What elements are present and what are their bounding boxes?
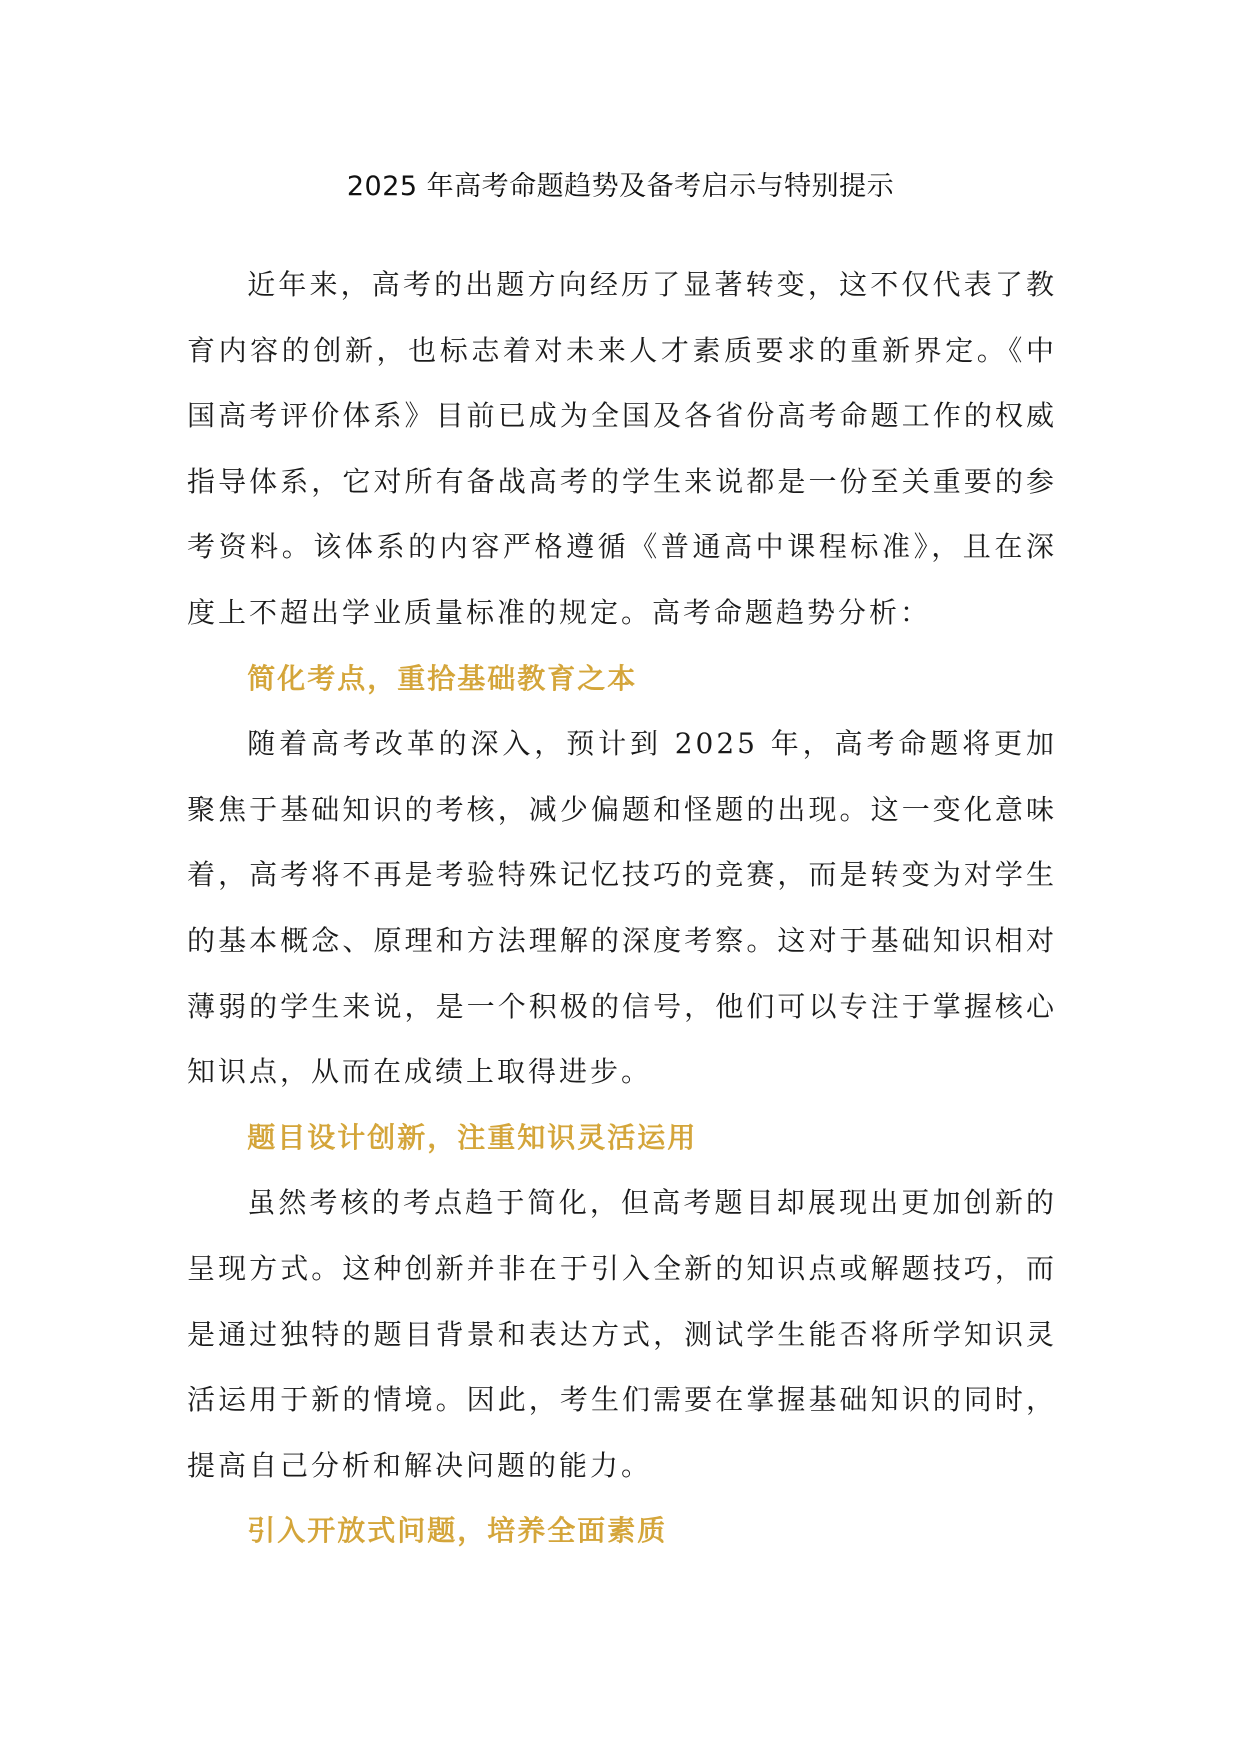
- section-heading-3: 引入开放式问题，培养全面素质: [247, 1514, 668, 1548]
- section-paragraph-1: 随着高考改革的深入，预计到 2025 年，高考命题将更加聚焦于基础知识的考核，减少偏题和怪题的出现。这一变化意味着，高考将不再是考验特殊记忆技巧的竞赛，而是转变为对学生的基本概念、原理和方法理解的深度考察。这对于基础知识相对薄弱的学生来说，是一个积极的信号，他们可以专注于掌握核心知识点，从而在成绩上取得进步。: [187, 727, 1057, 1089]
- page-title: 2025 年高考命题趋势及备考启示与特别提示: [346, 171, 895, 202]
- section-paragraph-2: 虽然考核的考点趋于简化，但高考题目却展现出更加创新的呈现方式。这种创新并非在于引入全新的知识点或解题技巧，而是通过独特的题目背景和表达方式，测试学生能否将所学知识灵活运用于新的情境。因此，考生们需要在掌握基础知识的同时，提高自己分析和解决问题的能力。: [187, 1186, 1057, 1482]
- section-heading-1: 简化考点，重拾基础教育之本: [247, 661, 638, 695]
- document-body: [187, 252, 1057, 1564]
- section-heading-2: 题目设计创新，注重知识灵活运用: [247, 1120, 698, 1154]
- intro-paragraph: 近年来，高考的出题方向经历了显著转变，这不仅代表了教育内容的创新，也标志着对未来人才素质要求的重新界定。《中国高考评价体系》目前已成为全国及各省份高考命题工作的权威指导体系，它对所有备战高考的学生来说都是一份至关重要的参考资料。该体系的内容严格遵循《普通高中课程标准》，且在深度上不超出学业质量标准的规定。高考命题趋势分析：: [187, 268, 1057, 629]
